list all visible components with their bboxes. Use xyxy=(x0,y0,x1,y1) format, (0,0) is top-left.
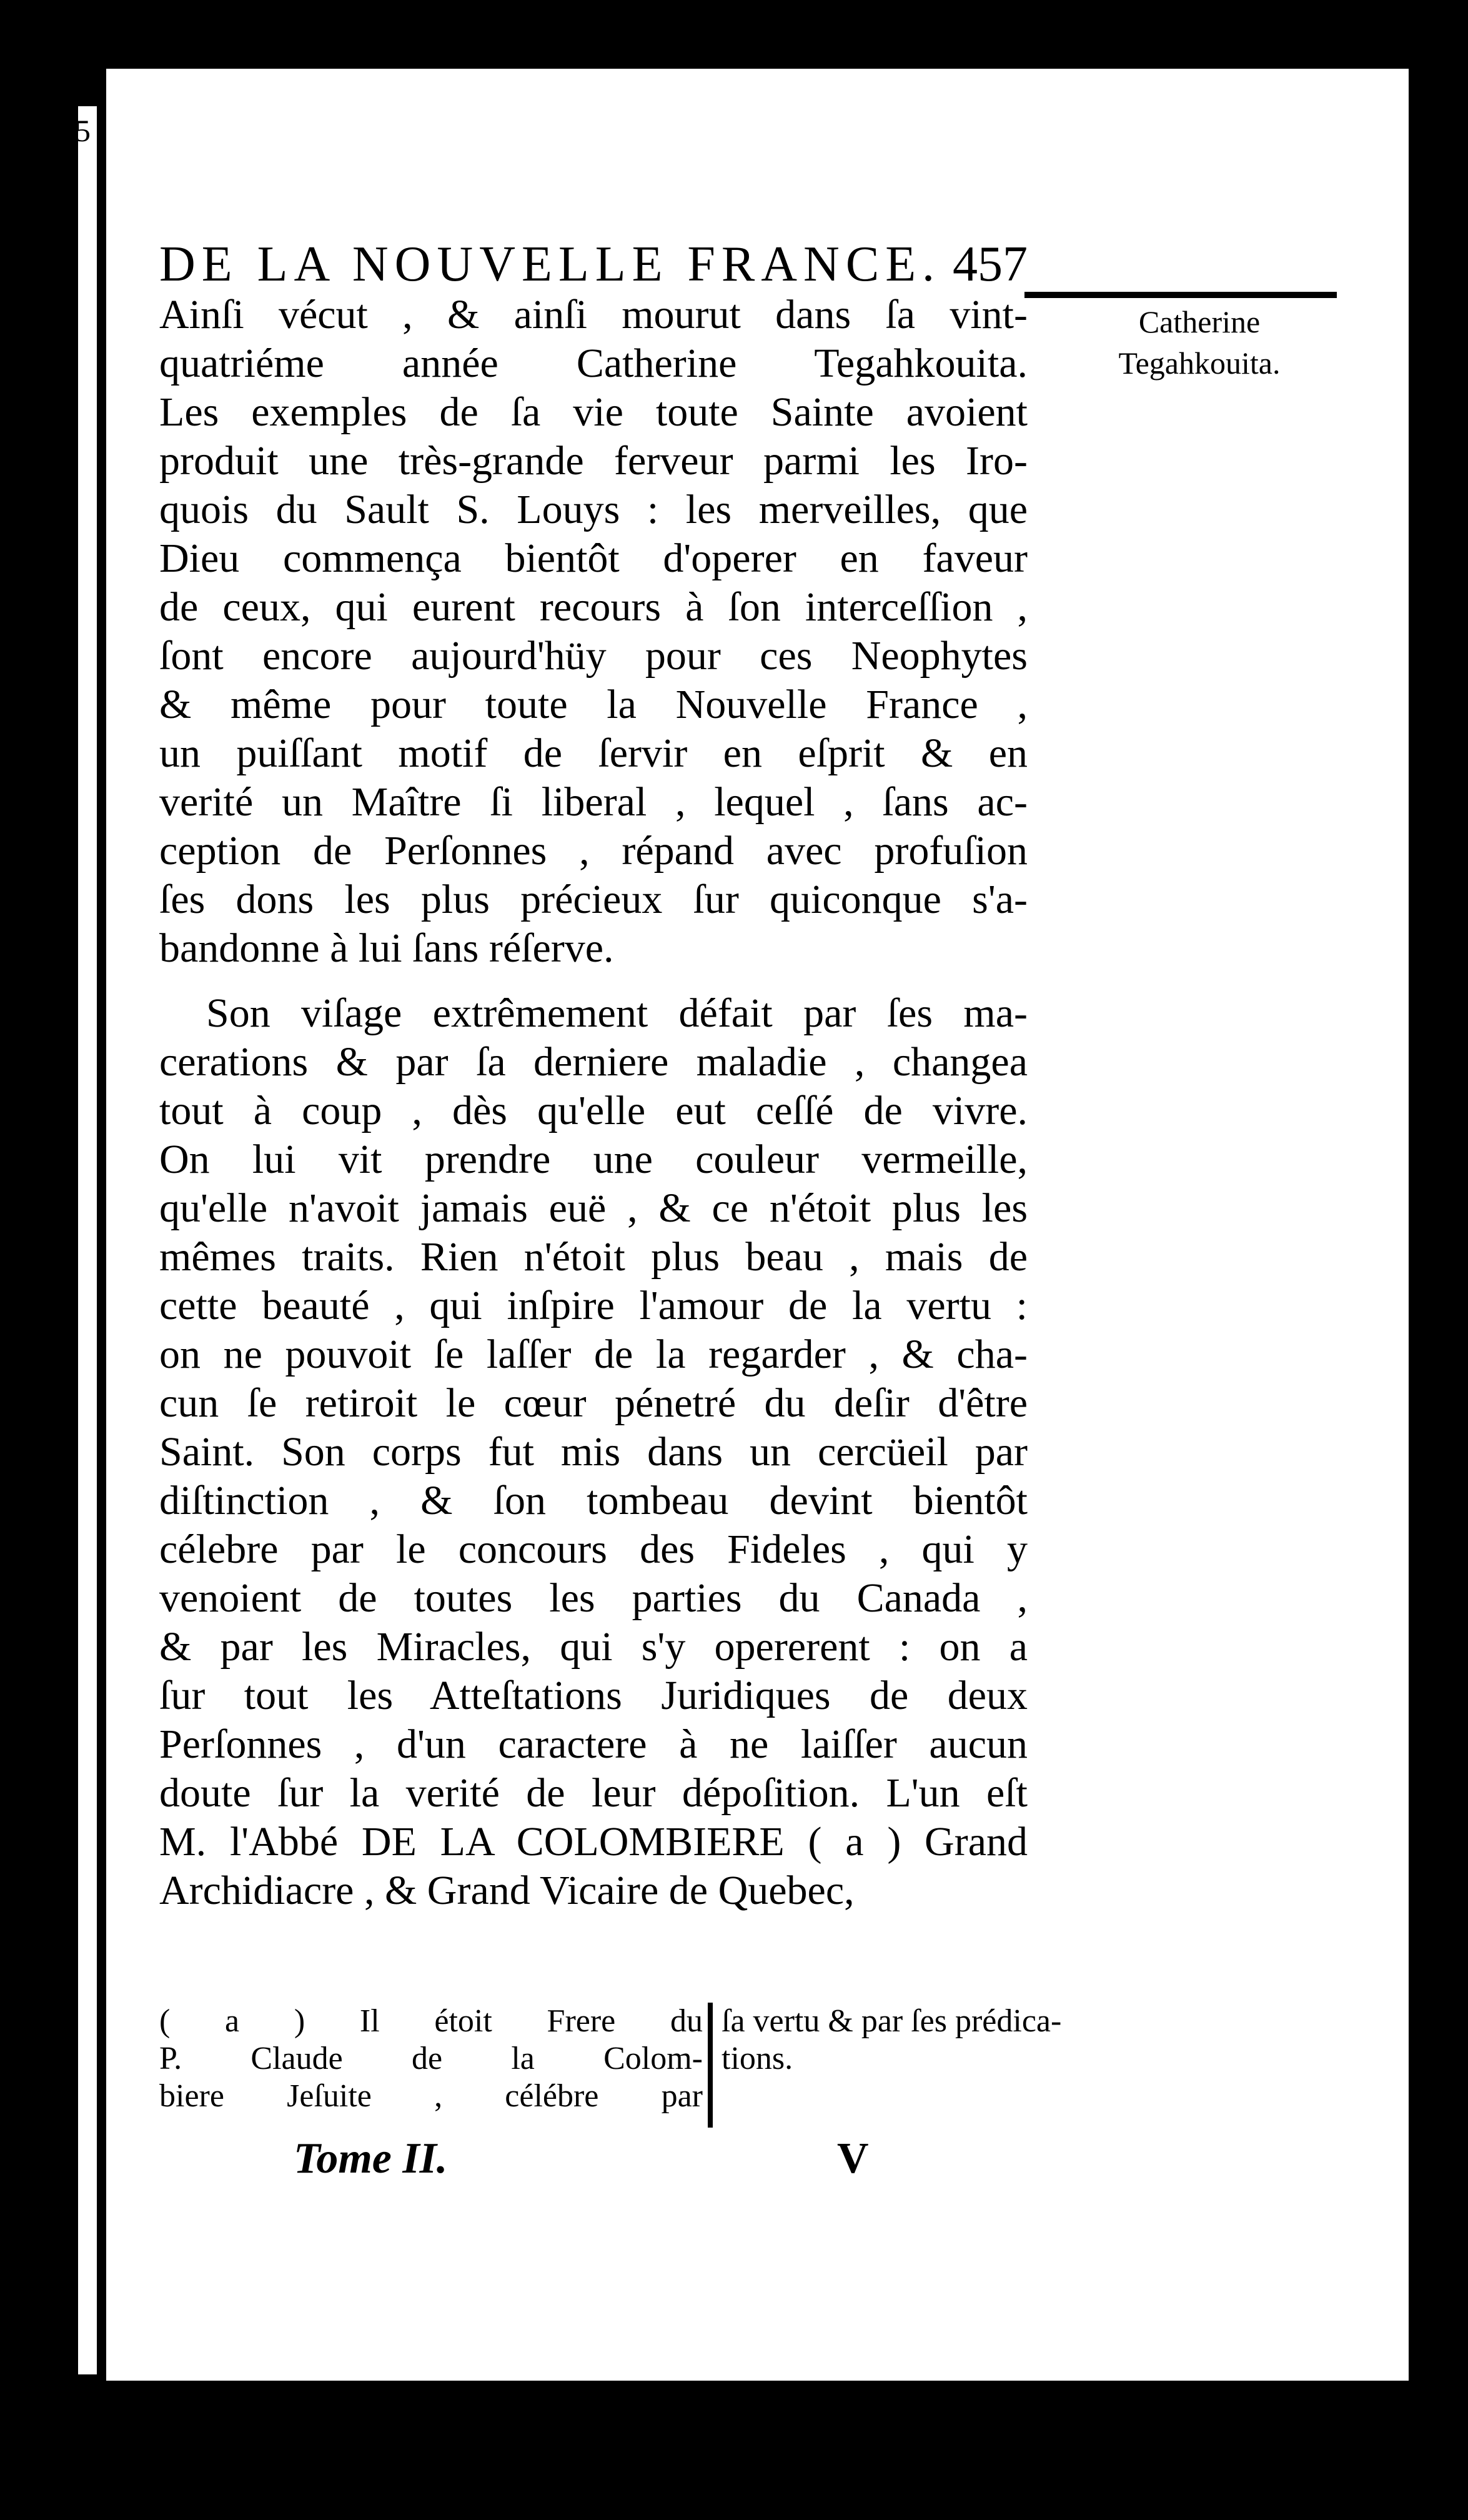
text-line: mêmes traits. Rien n'étoit plus beau , mais de xyxy=(159,1234,1028,1280)
abbe-prefix: M. l'Abbé xyxy=(159,1819,362,1865)
text-line: cun ſe retiroit le cœur pénetré du deſir d'être xyxy=(159,1380,1028,1426)
text-line: qu'elle n'avoit jamais euë , & ce n'étoit plus les xyxy=(159,1185,1028,1231)
text-line: de ceux, qui eurent recours à ſon interceſſion , xyxy=(159,584,1028,630)
abbe-name: DE LA COLOMBIERE xyxy=(361,1819,785,1865)
footnote-column-right xyxy=(722,2003,1062,2078)
text-line: célebre par le concours des Fideles , qui y xyxy=(159,1526,1028,1572)
text-line: diſtinction , & ſon tombeau devint bientôt xyxy=(159,1478,1028,1523)
scan-border-top xyxy=(0,0,1468,69)
text-line: bandonne à lui ſans réſerve. xyxy=(159,925,614,971)
scan-border-right xyxy=(1409,0,1468,2520)
text-line: Saint. Son corps fut mis dans un cercüeil par xyxy=(159,1429,1028,1475)
body-text xyxy=(159,291,1028,1915)
text-line: ſes dons les plus précieux ſur quiconque s'a- xyxy=(159,877,1028,922)
book-page xyxy=(75,69,1409,2381)
page-number: 457 xyxy=(953,237,1028,292)
margin-rule xyxy=(1024,292,1337,298)
footnote-line: biere Jeſuite , célébre par xyxy=(159,2078,703,2114)
text-line: on ne pouvoit ſe laſſer de la regarder , & cha- xyxy=(159,1332,1028,1377)
margin-note xyxy=(1024,301,1374,384)
text-line: produit une très-grande ferveur parmi les Iro- xyxy=(159,438,1028,484)
text-line: doute ſur la verité de leur dépoſition. L'un eſt xyxy=(159,1770,1028,1816)
text-line: & par les Miracles, qui s'y opererent : on a xyxy=(159,1624,1028,1670)
text-line: Archidiacre , & Grand Vicaire de Quebec, xyxy=(159,1868,855,1913)
text-line: venoient de toutes les parties du Canada , xyxy=(159,1575,1028,1621)
corner-mark: 5 xyxy=(75,113,91,148)
text-line: ception de Perſonnes , répand avec profuſion xyxy=(159,828,1028,874)
scan-border-strip xyxy=(78,106,97,2374)
text-line: quois du Sault S. Louys : les merveilles, que xyxy=(159,487,1028,532)
text-line xyxy=(159,1818,1028,1866)
text-line: ſur tout les Atteſtations Juridiques de deux xyxy=(159,1673,1028,1718)
text-line: On lui vit prendre une couleur vermeille, xyxy=(159,1137,1028,1182)
paragraph-gap xyxy=(159,973,1028,989)
running-title-text: DE LA NOUVELLE FRANCE. xyxy=(159,237,941,292)
text-line: Perſonnes , d'un caractere à ne laiſſer aucun xyxy=(159,1721,1028,1767)
footnote-line: ſa vertu & par ſes prédica- xyxy=(722,2003,1062,2039)
text-line: Dieu commença bientôt d'operer en faveur xyxy=(159,535,1028,581)
text-line: verité un Maître ſi liberal , lequel , ſans ac- xyxy=(159,779,1028,825)
text-line: & même pour toute la Nouvelle France , xyxy=(159,682,1028,727)
margin-note-line: Tegahkouita. xyxy=(1118,346,1281,381)
volume-label: Tome II. xyxy=(294,2134,448,2183)
text-line: Son viſage extrêmement défait par ſes ma- xyxy=(206,990,1028,1036)
text-line: cette beauté , qui inſpire l'amour de la vertu : xyxy=(159,1283,1028,1328)
text-line: tout à coup , dès qu'elle eut ceſſé de vivre. xyxy=(159,1088,1028,1133)
margin-note-line: Catherine xyxy=(1138,304,1261,339)
footnote xyxy=(159,2003,1062,2128)
text-line: un puiſſant motif de ſervir en eſprit & en xyxy=(159,730,1028,776)
text-line: ſont encore aujourd'hüy pour ces Neophytes xyxy=(159,633,1028,679)
text-line: Ainſi vécut , & ainſi mourut dans ſa vint- xyxy=(159,292,1028,337)
footnote-line: tions. xyxy=(722,2041,793,2076)
text-line: Les exemples de ſa vie toute Sainte avoient xyxy=(159,389,1028,435)
signature-mark: V xyxy=(837,2134,869,2183)
footnote-reference: ( a ) Grand xyxy=(784,1819,1028,1865)
footnote-line: ( a ) Il étoit Frere du xyxy=(159,2003,703,2039)
scan-border-bottom xyxy=(0,2381,1468,2520)
text-line: quatriéme année Catherine Tegahkouita. xyxy=(159,341,1028,386)
footnote-divider xyxy=(708,2003,713,2128)
footnote-line: P. Claude de la Colom- xyxy=(159,2041,703,2076)
text-line: cerations & par ſa derniere maladie , changea xyxy=(159,1039,1028,1085)
footnote-column-left xyxy=(159,2003,703,2115)
